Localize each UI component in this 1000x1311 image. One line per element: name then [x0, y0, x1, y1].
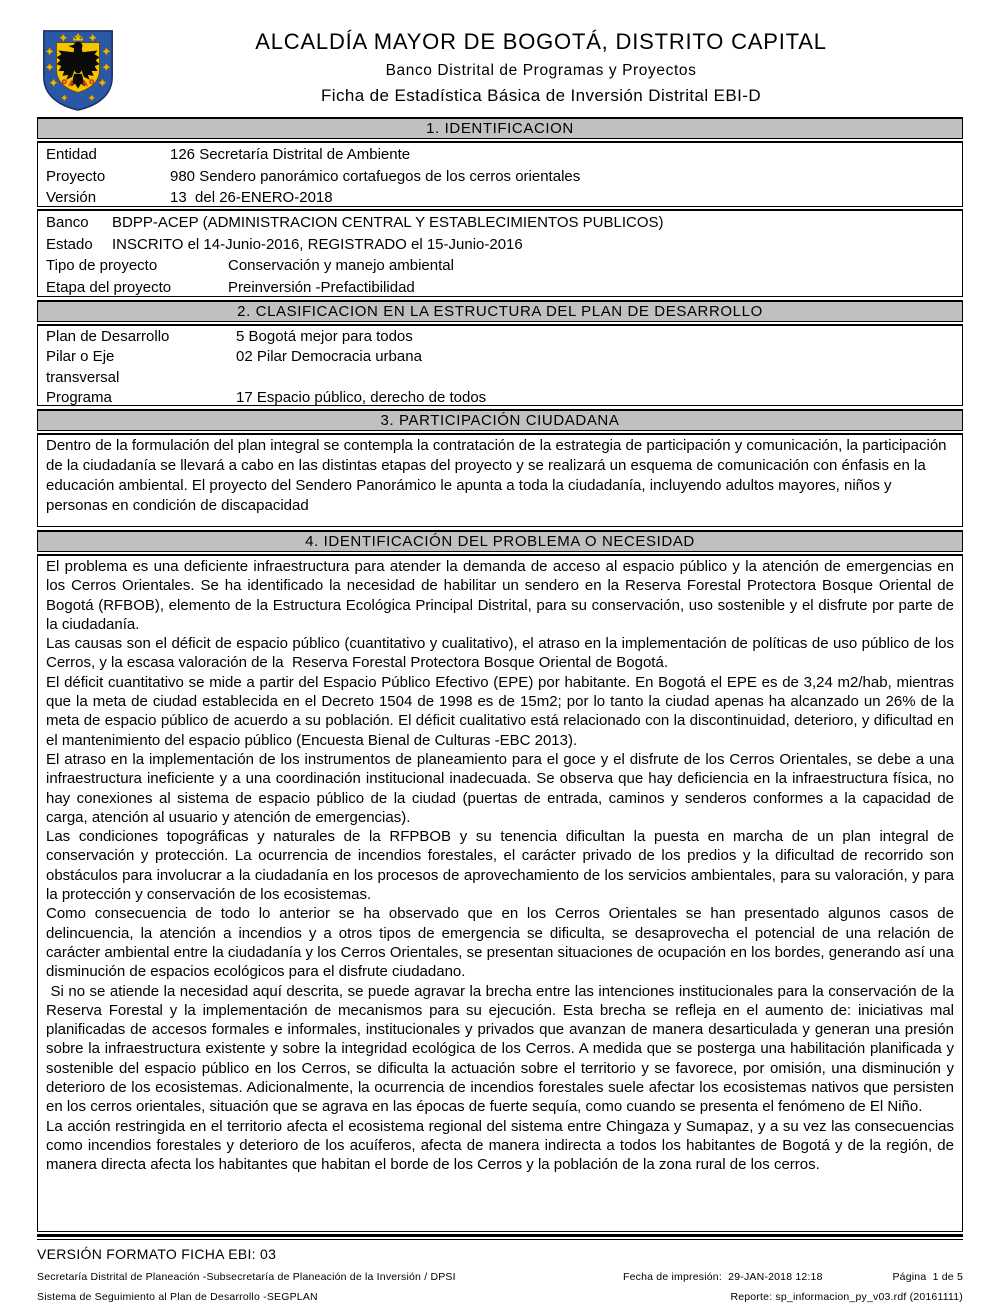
bogota-coat-of-arms-icon [37, 26, 119, 114]
identification-box-1 [37, 141, 963, 207]
problema-paragraph-7: Si no se atiende la necesidad aquí descrita, se puede agravar la brecha entre las intenciones institucionales para la conservación de la Reserva Forestal y la implementación de mecanismos para su ejecución. Esta brecha se refleja en el aumento de: iniciativas mal planificadas de accesos formales e informales, institucionales y privados que avanzan de manera desarticulada y generan una presión sobre la infraestructura existente y sobre la integridad ecológica de los Cerros. A medida que se posterga una habilitación planificada y sostenible del espacio público en los Cerros, se dificulta la actuación sobre el territorio y se favorece, por omisión, una disminución y deterioro de los ecosistemas. Adicionalmente, la ocurrencia de incendios forestales suele afectar los ecosistemas nativos que persisten en los cerros orientales, situación que se agrava en las épocas de fuerte sequía, como cuando se presenta el fenómeno de El Niño. [46, 982, 959, 1116]
footer-pagina: Página 1 de 5 [892, 1271, 963, 1283]
problema-paragraph-6: Como consecuencia de todo lo anterior se ha observado que en los Cerros Orientales se han presentado algunos casos de delincuencia, la atención a incendios y a otros tipos de emergencia se dificulta, se desaprovecha el potencial de una relación de carácter ambiental entre la ciudadanía y los Cerros Orientales, se presentan situaciones de ocupación en los bordes, generando así una disminución de espacios ecológicos para el disfrute ciudadano. [46, 905, 959, 981]
problema-paragraph-8: La acción restringida en el territorio afecta el ecosistema regional del sistema entre Chingaza y Sumapaz, y a su vez las consecuencias como incendios forestales y deterioro de los acuíferos, afecta de manera indirecta a todos los habitantes de Bogotá y de la región, de manera directa afecta los habitantes que habitan el borde de los Cerros y la población de la zona rural de los cerros. [46, 1117, 959, 1174]
footer-secretaria: Secretaría Distrital de Planeación -Subsecretaría de Planeación de la Inversión / DPSI [37, 1271, 456, 1283]
problema-paragraph-1: El problema es una deficiente infraestructura para atender la demanda de acceso al espacio público y la atención de emergencias en los Cerros Orientales. Se ha identificado la necesidad de habilitar un sendero en la Reserva Forestal Protectora Bosque Oriental de Bogotá (RFBOB), elemento de la Estructura Ecológica Principal Distrital, para su conservación, uso sostenible y el disfrute por parte de la ciudadanía. [46, 558, 959, 633]
row-pilar-eje [46, 347, 954, 388]
problema-paragraph-4: El atraso en la implementación de los instrumentos de planeamiento para el goce y el disfrute de los Cerros Orientales, se debe a una infraestructura ineficiente y a una coordinación institucional inadecuada. Se observa que hay deficiencia en la infraestructura física, no hay conexiones al sistema de espacio público de la ciudad (puertas de entrada, caminos y senderos conformes a la capacidad de carga, atención al usuario y atención de emergencias). [46, 750, 959, 826]
participacion-box [37, 433, 963, 527]
proyecto-value: 980 Sendero panorámico cortafuegos de los cerros orientales [170, 167, 581, 185]
row-plan-desarrollo [46, 327, 954, 347]
footer-reporte: Reporte: sp_informacion_py_v03.rdf (20161111) [730, 1291, 963, 1303]
entidad-label: Entidad [46, 146, 97, 163]
section-1-header: 1. IDENTIFICACION [37, 117, 963, 139]
programa-value: 17 Espacio público, derecho de todos [236, 389, 487, 406]
header-titles [119, 26, 963, 106]
proyecto-label: Proyecto [46, 167, 106, 185]
tipo-proyecto-value: Conservación y manejo ambiental [228, 257, 454, 274]
footer-fecha-impresion: Fecha de impresión: 29-JAN-2018 12:18 [623, 1271, 823, 1283]
row-proyecto [46, 166, 954, 188]
banco-label: Banco [46, 214, 89, 231]
row-etapa-proyecto [46, 277, 954, 298]
row-entidad [46, 144, 954, 166]
subtitle-ficha: Ficha de Estadística Básica de Inversión Distrital EBI-D [320, 86, 761, 105]
footer-details [37, 1271, 963, 1311]
entidad-value: 126 Secretaría Distrital de Ambiente [170, 146, 411, 163]
footer-segplan: Sistema de Seguimiento al Plan de Desarrollo -SEGPLAN [37, 1291, 318, 1303]
footer-left [37, 1271, 623, 1311]
footer-print-line [623, 1271, 963, 1283]
row-banco [46, 212, 954, 234]
plan-desarrollo-label: Plan de Desarrollo [46, 328, 170, 345]
banco-value: BDPP-ACEP (ADMINISTRACION CENTRAL Y ESTABLECIMIENTOS PUBLICOS) [112, 214, 664, 231]
pilar-eje-label: Pilar o Eje transversal [46, 348, 120, 386]
participacion-text: Dentro de la formulación del plan integral se contempla la contratación de la estrategia de participación y comunicación, la participación de la ciudadanía se llevará a cabo en las distintas etapas del proyecto y se realizará un esquema de comunicación con énfasis en la educación ambiental. El proyecto del Sendero Panorámico le apunta a toda la ciudadanía, incluyendo adultos mayores, niños y personas en condición de discapacidad [46, 437, 951, 514]
subtitle-banco: Banco Distrital de Programas y Proyectos [385, 62, 697, 79]
plan-desarrollo-value: 5 Bogotá mejor para todos [236, 328, 413, 345]
footer-version: VERSIÓN FORMATO FICHA EBI: 03 [37, 1246, 277, 1262]
pilar-eje-value: 02 Pilar Democracia urbana [236, 348, 422, 366]
version-value: 13 del 26-ENERO-2018 [170, 189, 333, 206]
etapa-proyecto-label: Etapa del proyecto [46, 278, 172, 296]
row-version [46, 187, 954, 207]
section-2-header: 2. CLASIFICACION EN LA ESTRUCTURA DEL PLAN DE DESARROLLO [37, 300, 963, 322]
footer-right [623, 1271, 963, 1311]
row-programa [46, 388, 954, 406]
section-4-header: 4. IDENTIFICACIÓN DEL PROBLEMA O NECESIDAD [37, 530, 963, 552]
estado-value: INSCRITO el 14-Junio-2016, REGISTRADO el 15-Junio-2016 [112, 235, 523, 253]
main-title: ALCALDÍA MAYOR DE BOGOTÁ, DISTRITO CAPITAL [255, 29, 827, 54]
identification-box-2 [37, 209, 963, 297]
row-tipo-proyecto [46, 255, 954, 277]
version-label: Versión [46, 189, 97, 206]
problema-paragraph-3: El déficit cuantitativo se mide a partir del Espacio Público Efectivo (EPE) por habitante. En Bogotá el EPE es de 3,24 m2/hab, mientras que la meta de ciudad establecida en el Decreto 1504 de 1998 es de 15m2; por lo tanto la ciudad apenas ha alcanzado un 26% de la meta de espacio público de acuerdo a su población. El déficit cualitativo está relacionado con la discontinuidad, deterioro, y dificultad en el mantenimiento del espacio público (Encuesta Bienal de Culturas -EBC 2013). [46, 673, 959, 749]
section-3-header: 3. PARTICIPACIÓN CIUDADANA [37, 409, 963, 431]
problema-paragraph-5: Las condiciones topográficas y naturales de la RFPBOB y su tenencia dificultan la puesta en marcha de un plan integral de conservación y protección. La ocurrencia de incendios forestales, el carácter privado de los predios y la dificultad de recorrido son obstáculos para involucrar a la ciudadanía en los procesos de aprovechamiento de los servicios ambientales, para su valoración, y para la protección y conservación de los ecosistemas. [46, 828, 959, 904]
etapa-proyecto-value: Preinversión -Prefactibilidad [228, 278, 415, 296]
clasificacion-box [37, 324, 963, 406]
problema-paragraph-2: Las causas son el déficit de espacio público (cuantitativo y cualitativo), el atraso en la implementación de políticas de uso público de los Cerros, y la escasa valoración de la Reserva Forestal Protectora Bosque Oriental de Bogotá. [46, 635, 959, 672]
programa-label: Programa [46, 389, 112, 406]
estado-label: Estado [46, 235, 93, 253]
document-footer [37, 1234, 963, 1311]
row-estado [46, 234, 954, 256]
footer-separator [37, 1234, 963, 1240]
document-header [37, 26, 963, 114]
tipo-proyecto-label: Tipo de proyecto [46, 257, 158, 274]
problema-box [37, 554, 963, 1232]
